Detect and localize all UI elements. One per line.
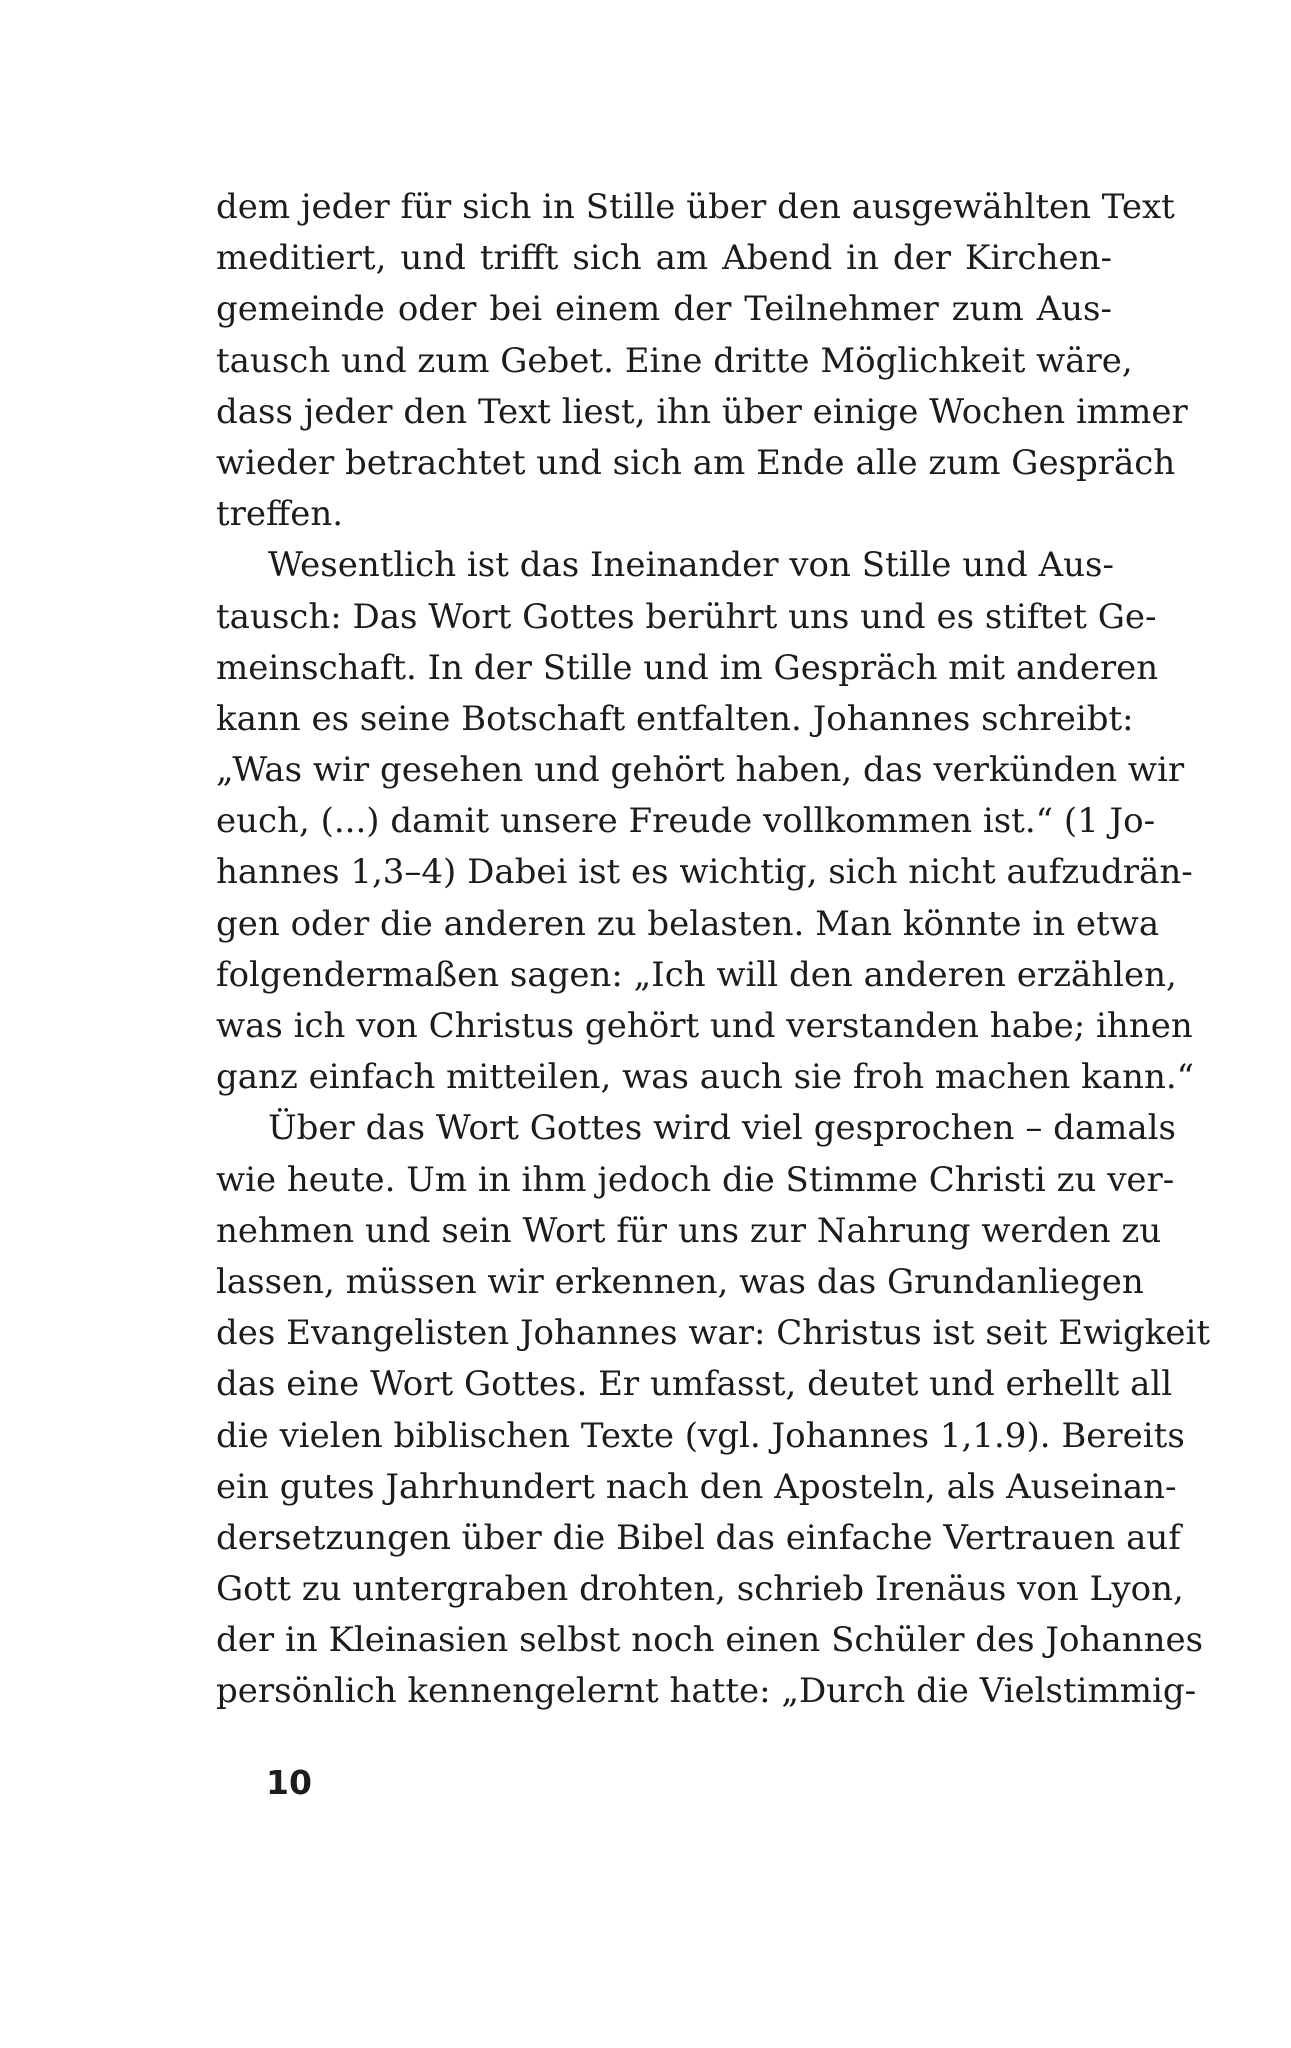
text-line: persönlich kennengelernt hatte: „Durch die Vielstimmig- (216, 1671, 1197, 1712)
text-line: nehmen und sein Wort für uns zur Nahrung werden zu (216, 1210, 1162, 1251)
text-line: kann es seine Botschaft entfalten. Johannes schreibt: (216, 698, 1134, 739)
text-line: ganz einfach mitteilen, was auch sie froh machen kann.“ (216, 1057, 1195, 1098)
text-line: tausch und zum Gebet. Eine dritte Möglichkeit wäre, (216, 340, 1133, 381)
page-number: 10 (266, 1763, 312, 1802)
text-line: meditiert, und trifft sich am Abend in der Kirchen- (216, 238, 1112, 279)
text-line: euch, (...) damit unsere Freude vollkommen ist.“ (1 Jo- (216, 801, 1156, 842)
text-line: das eine Wort Gottes. Er umfasst, deutet und erhellt all (216, 1364, 1173, 1405)
text-line: Wesentlich ist das Ineinander von Stille und Aus- (268, 545, 1114, 586)
text-line: tausch: Das Wort Gottes berührt uns und es stiftet Ge- (216, 596, 1157, 637)
text-line: hannes 1,3–4) Dabei ist es wichtig, sich nicht aufzudrän- (216, 852, 1193, 893)
text-line: dersetzungen über die Bibel das einfache Vertrauen auf (216, 1517, 1181, 1558)
text-line: die vielen biblischen Texte (vgl. Johannes 1,1.9). Bereits (216, 1415, 1185, 1456)
text-line: des Evangelisten Johannes war: Christus ist seit Ewigkeit (216, 1313, 1211, 1354)
text-line: dass jeder den Text liest, ihn über einige Wochen immer (216, 391, 1188, 432)
text-line: lassen, müssen wir erkennen, was das Grundanliegen (216, 1261, 1144, 1302)
text-line: wieder betrachtet und sich am Ende alle zum Gespräch (216, 442, 1176, 483)
text-line: ein gutes Jahrhundert nach den Aposteln, als Auseinan- (216, 1466, 1177, 1507)
body-text (216, 182, 1211, 1718)
text-line: der in Kleinasien selbst noch einen Schüler des Johannes (216, 1620, 1204, 1661)
text-line: treffen. (216, 494, 344, 535)
text-line: gen oder die anderen zu belasten. Man könnte in etwa (216, 903, 1160, 944)
text-line: Über das Wort Gottes wird viel gesprochen – damals (268, 1108, 1177, 1149)
text-line: wie heute. Um in ihm jedoch die Stimme Christi zu ver- (216, 1159, 1175, 1200)
text-line: meinschaft. In der Stille und im Gespräch mit anderen (216, 647, 1159, 688)
text-line: Gott zu untergraben drohten, schrieb Irenäus von Lyon, (216, 1569, 1184, 1610)
text-line: dem jeder für sich in Stille über den ausgewählten Text (216, 187, 1175, 227)
text-line: folgendermaßen sagen: „Ich will den anderen erzählen, (216, 954, 1177, 995)
text-line: was ich von Christus gehört und verstanden habe; ihnen (216, 1006, 1193, 1046)
text-line: „Was wir gesehen und gehört haben, das verkünden wir (216, 750, 1185, 791)
text-line: gemeinde oder bei einem der Teilnehmer zum Aus- (216, 289, 1112, 330)
